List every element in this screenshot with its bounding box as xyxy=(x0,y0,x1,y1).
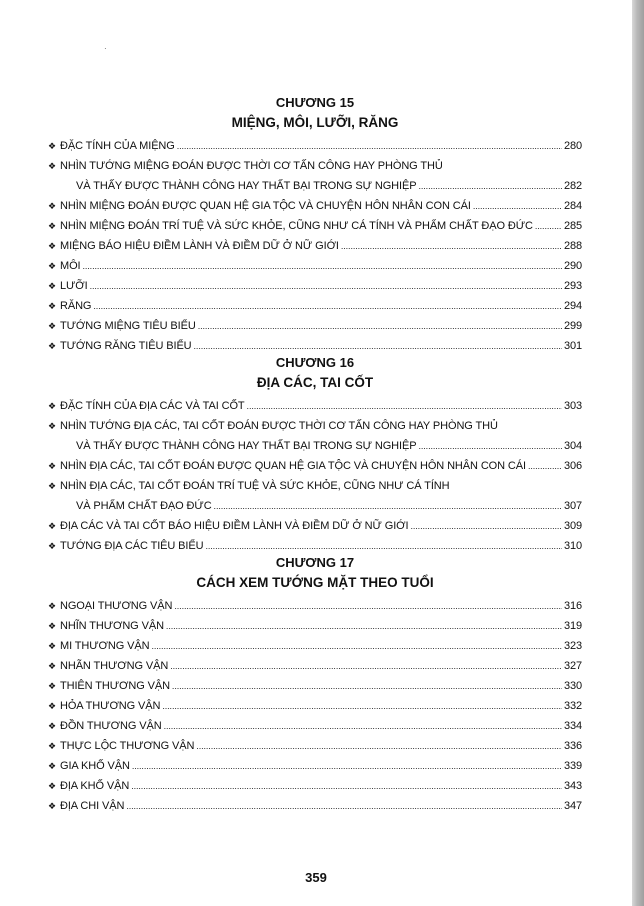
toc-entry-line xyxy=(48,133,582,153)
toc-entry-line xyxy=(48,253,582,273)
bullet-icon: ❖ xyxy=(48,681,56,691)
chapter-title: CÁCH XEM TƯỚNG MẶT THEO TUỔI xyxy=(196,575,434,590)
toc-page-number: 327 xyxy=(563,660,582,672)
toc-entry-title: ĐỊA CHI VẬN xyxy=(60,800,125,812)
toc-entry-line xyxy=(48,753,582,773)
dot-leader xyxy=(214,499,562,513)
toc-entry-line xyxy=(48,773,582,793)
toc-entry-line xyxy=(48,733,582,753)
toc-page-number: 293 xyxy=(563,280,582,292)
toc-entry-line xyxy=(48,233,582,253)
toc-page-number: 304 xyxy=(563,440,582,452)
toc-entry-title: NHÌN ĐỊA CÁC, TAI CỐT ĐOÁN ĐƯỢC QUAN HỆ GIA TỘC VÀ CHUYỆN HÔN NHÂN CON CÁI xyxy=(60,460,526,472)
toc-entry-title: THIÊN THƯƠNG VẬN xyxy=(60,680,170,692)
toc-entry-title: NHÌN MIỆNG ĐOÁN TRÍ TUỆ VÀ SỨC KHỎE, CŨNG NHƯ CÁ TÍNH VÀ PHẨM CHẤT ĐẠO ĐỨC xyxy=(60,220,533,232)
bullet-icon: ❖ xyxy=(48,601,56,611)
toc-entry-title: NHÌN TƯỚNG ĐỊA CÁC, TAI CỐT ĐOÁN ĐƯỢC THỜI CƠ TẤN CÔNG HAY PHÒNG THỦ xyxy=(60,420,498,432)
dot-leader xyxy=(528,459,562,473)
bullet-icon: ❖ xyxy=(48,281,56,291)
dot-leader xyxy=(473,199,562,213)
dot-leader xyxy=(132,759,562,773)
dot-leader xyxy=(194,339,562,353)
toc-page-number: 307 xyxy=(563,500,582,512)
toc-page-number: 323 xyxy=(563,640,582,652)
dot-leader xyxy=(131,779,562,793)
toc-entry-title: TƯỚNG ĐỊA CÁC TIÊU BIỂU xyxy=(60,540,204,552)
toc-entry-title: NHĨN THƯƠNG VẬN xyxy=(60,620,164,632)
chapter-title: ĐỊA CÁC, TAI CỐT xyxy=(256,375,374,390)
toc-entry-title: THỰC LỘC THƯƠNG VẬN xyxy=(60,740,195,752)
toc-page-number: 290 xyxy=(563,260,582,272)
toc-entry-line xyxy=(48,613,582,633)
bullet-icon: ❖ xyxy=(48,241,56,251)
toc-page-number: 319 xyxy=(563,620,582,632)
toc-entry-line xyxy=(48,533,582,553)
toc-entry-title: MIỆNG BÁO HIỆU ĐIỀM LÀNH VÀ ĐIỀM DỮ Ở NỮ GIỚI xyxy=(60,240,339,252)
toc-entry-line xyxy=(48,313,582,333)
dot-leader xyxy=(162,699,562,713)
toc-entry-line xyxy=(48,793,582,813)
bullet-icon: ❖ xyxy=(48,801,56,811)
dot-leader xyxy=(535,219,562,233)
toc-entry-title: NHÌN TƯỚNG MIỆNG ĐOÁN ĐƯỢC THỜI CƠ TẤN CÔNG HAY PHÒNG THỦ xyxy=(60,160,443,172)
bullet-icon: ❖ xyxy=(48,781,56,791)
toc-page-number: 285 xyxy=(563,220,582,232)
toc-page-number: 310 xyxy=(563,540,582,552)
dot-leader xyxy=(164,719,562,733)
toc-entry-line xyxy=(48,513,582,533)
dot-leader xyxy=(205,539,561,553)
toc-entry-line xyxy=(48,213,582,233)
dot-leader xyxy=(151,639,561,653)
bullet-icon: ❖ xyxy=(48,701,56,711)
toc-page-number: 280 xyxy=(563,140,582,152)
toc-page-number: 343 xyxy=(563,780,582,792)
toc-page-number: 330 xyxy=(563,680,582,692)
toc-page-number: 316 xyxy=(563,600,582,612)
bullet-icon: ❖ xyxy=(48,761,56,771)
toc-entry-title: NHÌN ĐỊA CÁC, TAI CỐT ĐOÁN TRÍ TUỆ VÀ SỨC KHỎE, CŨNG NHƯ CÁ TÍNH xyxy=(60,480,450,492)
dot-leader xyxy=(341,239,562,253)
toc-page-number: 288 xyxy=(563,240,582,252)
dot-leader xyxy=(166,619,562,633)
dot-leader xyxy=(198,319,562,333)
toc-page-number: 339 xyxy=(563,760,582,772)
toc-entry-line xyxy=(48,333,582,353)
bullet-icon: ❖ xyxy=(48,261,56,271)
toc-page-number: 299 xyxy=(563,320,582,332)
toc-entry-line xyxy=(48,473,582,493)
dot-leader xyxy=(170,659,562,673)
toc-entry-title: HỎA THƯƠNG VẬN xyxy=(60,700,161,712)
toc-page-number: 332 xyxy=(563,700,582,712)
page-edge-shadow xyxy=(632,0,644,906)
bullet-icon: ❖ xyxy=(48,721,56,731)
toc-entry-title: ĐẶC TÍNH CỦA MIỆNG xyxy=(60,140,175,152)
toc-entry-title: VÀ THẤY ĐƯỢC THÀNH CÔNG HAY THẤT BẠI TRONG SỰ NGHIỆP xyxy=(76,180,417,192)
bullet-icon: ❖ xyxy=(48,161,56,171)
toc-entry-title: LƯỠI xyxy=(60,280,88,292)
bullet-icon: ❖ xyxy=(48,321,56,331)
chapter-heading: CHƯƠNG 16 xyxy=(275,355,355,370)
toc-page-number: 306 xyxy=(563,460,582,472)
chapter-heading: CHƯƠNG 17 xyxy=(275,555,355,570)
bullet-icon: ❖ xyxy=(48,661,56,671)
chapter-title: MIỆNG, MÔI, LƯỠI, RĂNG xyxy=(231,115,399,130)
toc-entry-title: MI THƯƠNG VẬN xyxy=(60,640,150,652)
dot-leader xyxy=(247,399,562,413)
dot-leader xyxy=(172,679,562,693)
dot-leader xyxy=(177,139,562,153)
toc-entry-title: VÀ THẤY ĐƯỢC THÀNH CÔNG HAY THẤT BẠI TRONG SỰ NGHIỆP xyxy=(76,440,417,452)
toc-entry-title: NHÃN THƯƠNG VẬN xyxy=(60,660,169,672)
bullet-icon: ❖ xyxy=(48,741,56,751)
toc-entry-title: ĐỊA CÁC VÀ TAI CỐT BÁO HIỆU ĐIỀM LÀNH VÀ ĐIỀM DỮ Ở NỮ GIỚI xyxy=(60,520,409,532)
bullet-icon: ❖ xyxy=(48,401,56,411)
dot-leader xyxy=(174,599,562,613)
scan-mark: · xyxy=(104,44,107,53)
toc-entry-title: TƯỚNG MIỆNG TIÊU BIỂU xyxy=(60,320,196,332)
toc-entry-line xyxy=(48,433,582,453)
toc-page-number: 303 xyxy=(563,400,582,412)
toc-entry-title: ĐẶC TÍNH CỦA ĐỊA CÁC VÀ TAI CỐT xyxy=(60,400,245,412)
toc-entry-line xyxy=(48,493,582,513)
dot-leader xyxy=(93,299,562,313)
toc-page-number: 294 xyxy=(563,300,582,312)
dot-leader xyxy=(126,799,562,813)
bullet-icon: ❖ xyxy=(48,481,56,491)
toc-entry-line xyxy=(48,173,582,193)
toc-entry-line xyxy=(48,453,582,473)
bullet-icon: ❖ xyxy=(48,141,56,151)
bullet-icon: ❖ xyxy=(48,461,56,471)
table-of-contents xyxy=(48,93,582,813)
toc-page-number: 282 xyxy=(563,180,582,192)
dot-leader xyxy=(90,279,562,293)
bullet-icon: ❖ xyxy=(48,641,56,651)
toc-entry-title: GIA KHỐ VẬN xyxy=(60,760,130,772)
toc-entry-line xyxy=(48,633,582,653)
toc-entry-line xyxy=(48,273,582,293)
toc-entry-line xyxy=(48,713,582,733)
dot-leader xyxy=(418,179,561,193)
bullet-icon: ❖ xyxy=(48,341,56,351)
bullet-icon: ❖ xyxy=(48,541,56,551)
toc-entry-title: RĂNG xyxy=(60,300,92,312)
toc-entry-title: ĐỊA KHỐ VẬN xyxy=(60,780,130,792)
toc-page-number: 334 xyxy=(563,720,582,732)
bullet-icon: ❖ xyxy=(48,521,56,531)
bullet-icon: ❖ xyxy=(48,621,56,631)
dot-leader xyxy=(82,259,561,273)
toc-page-number: 284 xyxy=(563,200,582,212)
dot-leader xyxy=(418,439,561,453)
page-number: 359 xyxy=(305,870,327,885)
toc-entry-title: VÀ PHẨM CHẤT ĐẠO ĐỨC xyxy=(76,500,212,512)
toc-entry-line xyxy=(48,673,582,693)
toc-entry-line xyxy=(48,413,582,433)
toc-entry-line xyxy=(48,393,582,413)
toc-entry-title: NGOẠI THƯƠNG VẬN xyxy=(60,600,173,612)
toc-entry-line xyxy=(48,693,582,713)
bullet-icon: ❖ xyxy=(48,421,56,431)
toc-page-number: 309 xyxy=(563,520,582,532)
toc-entry-line xyxy=(48,293,582,313)
toc-page-number: 336 xyxy=(563,740,582,752)
toc-entry-title: NHÌN MIỆNG ĐOÁN ĐƯỢC QUAN HỆ GIA TỘC VÀ CHUYỆN HÔN NHÂN CON CÁI xyxy=(60,200,471,212)
toc-entry-title: ĐỒN THƯƠNG VẬN xyxy=(60,720,162,732)
toc-page-number: 347 xyxy=(563,800,582,812)
bullet-icon: ❖ xyxy=(48,221,56,231)
dot-leader xyxy=(196,739,562,753)
toc-entry-line xyxy=(48,193,582,213)
bullet-icon: ❖ xyxy=(48,301,56,311)
chapter-heading: CHƯƠNG 15 xyxy=(275,95,355,110)
toc-entry-line xyxy=(48,593,582,613)
toc-entry-title: TƯỚNG RĂNG TIÊU BIỂU xyxy=(60,340,192,352)
toc-entry-line xyxy=(48,153,582,173)
dot-leader xyxy=(410,519,561,533)
toc-entry-title: MÔI xyxy=(60,260,81,272)
bullet-icon: ❖ xyxy=(48,201,56,211)
toc-entry-line xyxy=(48,653,582,673)
toc-page-number: 301 xyxy=(563,340,582,352)
